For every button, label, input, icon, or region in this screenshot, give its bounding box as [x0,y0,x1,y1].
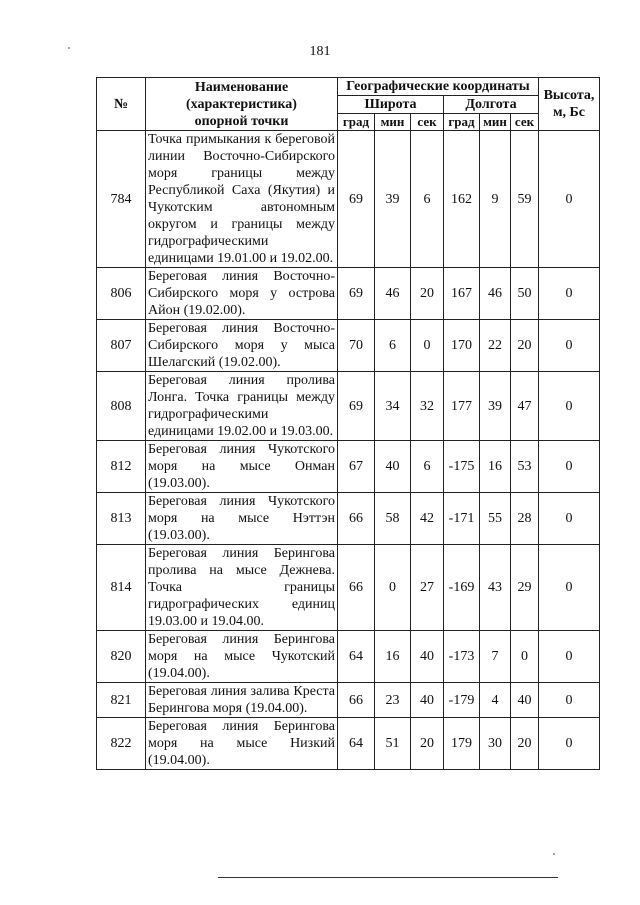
header-lat-sec: сек [411,114,444,131]
row-lat-deg: 67 [338,441,375,493]
row-lon-sec: 28 [511,493,539,545]
row-description: Береговая линия пролива Лонга. Точка границы между гидрографическими единицами 19.02.00 и 19.03.00. [146,372,338,441]
row-lat-sec: 32 [411,372,444,441]
row-number: 813 [97,493,146,545]
page-number: 181 [309,44,331,59]
row-lon-min: 16 [480,441,511,493]
row-lat-min: 34 [375,372,411,441]
row-number: 812 [97,441,146,493]
row-lat-min: 16 [375,631,411,683]
header-geo-coordinates: Географические координаты [338,78,539,96]
row-lat-sec: 42 [411,493,444,545]
row-lon-sec: 29 [511,545,539,631]
header-name-line-3: опорной точки [194,113,289,129]
row-lat-sec: 0 [411,320,444,372]
row-lat-min: 6 [375,320,411,372]
row-height: 0 [539,320,600,372]
row-lon-min: 46 [480,268,511,320]
row-lat-min: 46 [375,268,411,320]
row-description: Береговая линия залива Креста Берингова моря (19.04.00). [146,683,338,718]
row-lon-deg: -175 [444,441,480,493]
row-lon-sec: 59 [511,131,539,268]
header-number: № [97,78,146,131]
row-lon-min: 4 [480,683,511,718]
row-lon-deg: -179 [444,683,480,718]
row-lat-min: 51 [375,718,411,770]
row-height: 0 [539,631,600,683]
header-lon-min: мин [480,114,511,131]
row-lat-deg: 64 [338,631,375,683]
row-lat-sec: 27 [411,545,444,631]
row-lat-sec: 20 [411,268,444,320]
row-lat-min: 39 [375,131,411,268]
coordinates-table [96,77,600,770]
row-height: 0 [539,683,600,718]
row-height: 0 [539,718,600,770]
row-lon-sec: 20 [511,320,539,372]
row-lon-min: 43 [480,545,511,631]
table-row [97,631,600,683]
row-description: Береговая линия Берингова моря на мысе Чукотский (19.04.00). [146,631,338,683]
row-lon-min: 30 [480,718,511,770]
header-latitude: Широта [338,96,444,114]
table-row [97,320,600,372]
row-lat-deg: 70 [338,320,375,372]
table-row [97,493,600,545]
row-number: 806 [97,268,146,320]
row-description: Береговая линия Чукотского моря на мысе Нэттэн (19.03.00). [146,493,338,545]
row-lon-min: 9 [480,131,511,268]
table-row [97,372,600,441]
header-row-top [97,78,600,96]
header-lon-sec: сек [511,114,539,131]
row-height: 0 [539,131,600,268]
row-number: 814 [97,545,146,631]
row-lat-deg: 69 [338,131,375,268]
row-number: 821 [97,683,146,718]
row-lat-deg: 69 [338,268,375,320]
row-lon-deg: -173 [444,631,480,683]
header-lon-deg: град [444,114,480,131]
row-lat-sec: 6 [411,131,444,268]
row-description: Точка примыкания к береговой линии Восточно-Сибирского моря границы между Республикой Саха (Якутия) и Чукотским автономным округом и границы между гидрографическими единицами 19.01.00 и 19.02.00. [146,131,338,268]
header-name-line-1: Наименование [194,79,289,95]
row-description: Береговая линия Восточно-Сибирского моря у мыса Шелагский (19.02.00). [146,320,338,372]
row-height: 0 [539,545,600,631]
header-name-line-2: (характеристика) [186,96,297,112]
row-lon-deg: -169 [444,545,480,631]
table-row [97,718,600,770]
row-description: Береговая линия Берингова моря на мысе Низкий (19.04.00). [146,718,338,770]
scan-speck [553,853,555,855]
row-lon-deg: 179 [444,718,480,770]
row-lon-min: 39 [480,372,511,441]
header-height-line-2: м, Бс [552,105,585,120]
row-description: Береговая линия Берингова пролива на мысе Дежнева. Точка границы гидрографических единиц 19.03.00 и 19.04.00. [146,545,338,631]
row-lon-min: 22 [480,320,511,372]
row-lat-sec: 40 [411,631,444,683]
row-lat-sec: 6 [411,441,444,493]
row-lat-min: 23 [375,683,411,718]
row-lat-deg: 64 [338,718,375,770]
row-lon-deg: 177 [444,372,480,441]
row-lon-min: 7 [480,631,511,683]
row-lon-sec: 20 [511,718,539,770]
table-row [97,131,600,268]
table-row [97,441,600,493]
row-lon-sec: 53 [511,441,539,493]
row-lon-sec: 0 [511,631,539,683]
table-row [97,683,600,718]
row-description: Береговая линия Чукотского моря на мысе Онман (19.03.00). [146,441,338,493]
table-row [97,268,600,320]
row-lat-deg: 66 [338,493,375,545]
row-number: 808 [97,372,146,441]
row-number: 820 [97,631,146,683]
row-lon-deg: 167 [444,268,480,320]
header-height-line-1: Высота, [543,88,595,103]
row-height: 0 [539,441,600,493]
row-height: 0 [539,493,600,545]
header-longitude: Долгота [444,96,539,114]
row-lon-min: 55 [480,493,511,545]
row-number: 784 [97,131,146,268]
row-description: Береговая линия Восточно-Сибирского моря у острова Айон (19.02.00). [146,268,338,320]
row-lat-sec: 20 [411,718,444,770]
row-lat-min: 0 [375,545,411,631]
row-lat-deg: 66 [338,545,375,631]
row-lat-deg: 69 [338,372,375,441]
row-lon-deg: -171 [444,493,480,545]
row-height: 0 [539,268,600,320]
row-number: 822 [97,718,146,770]
row-lat-sec: 40 [411,683,444,718]
header-lat-min: мин [375,114,411,131]
header-lat-deg: град [338,114,375,131]
row-lon-sec: 40 [511,683,539,718]
row-lon-deg: 162 [444,131,480,268]
header-name [146,78,338,131]
header-height [539,78,600,131]
row-lat-min: 40 [375,441,411,493]
row-height: 0 [539,372,600,441]
row-number: 807 [97,320,146,372]
row-lon-deg: 170 [444,320,480,372]
scan-speck [68,47,70,49]
scan-artifact-line [218,877,558,878]
table-row [97,545,600,631]
row-lon-sec: 50 [511,268,539,320]
row-lon-sec: 47 [511,372,539,441]
row-lat-deg: 66 [338,683,375,718]
row-lat-min: 58 [375,493,411,545]
